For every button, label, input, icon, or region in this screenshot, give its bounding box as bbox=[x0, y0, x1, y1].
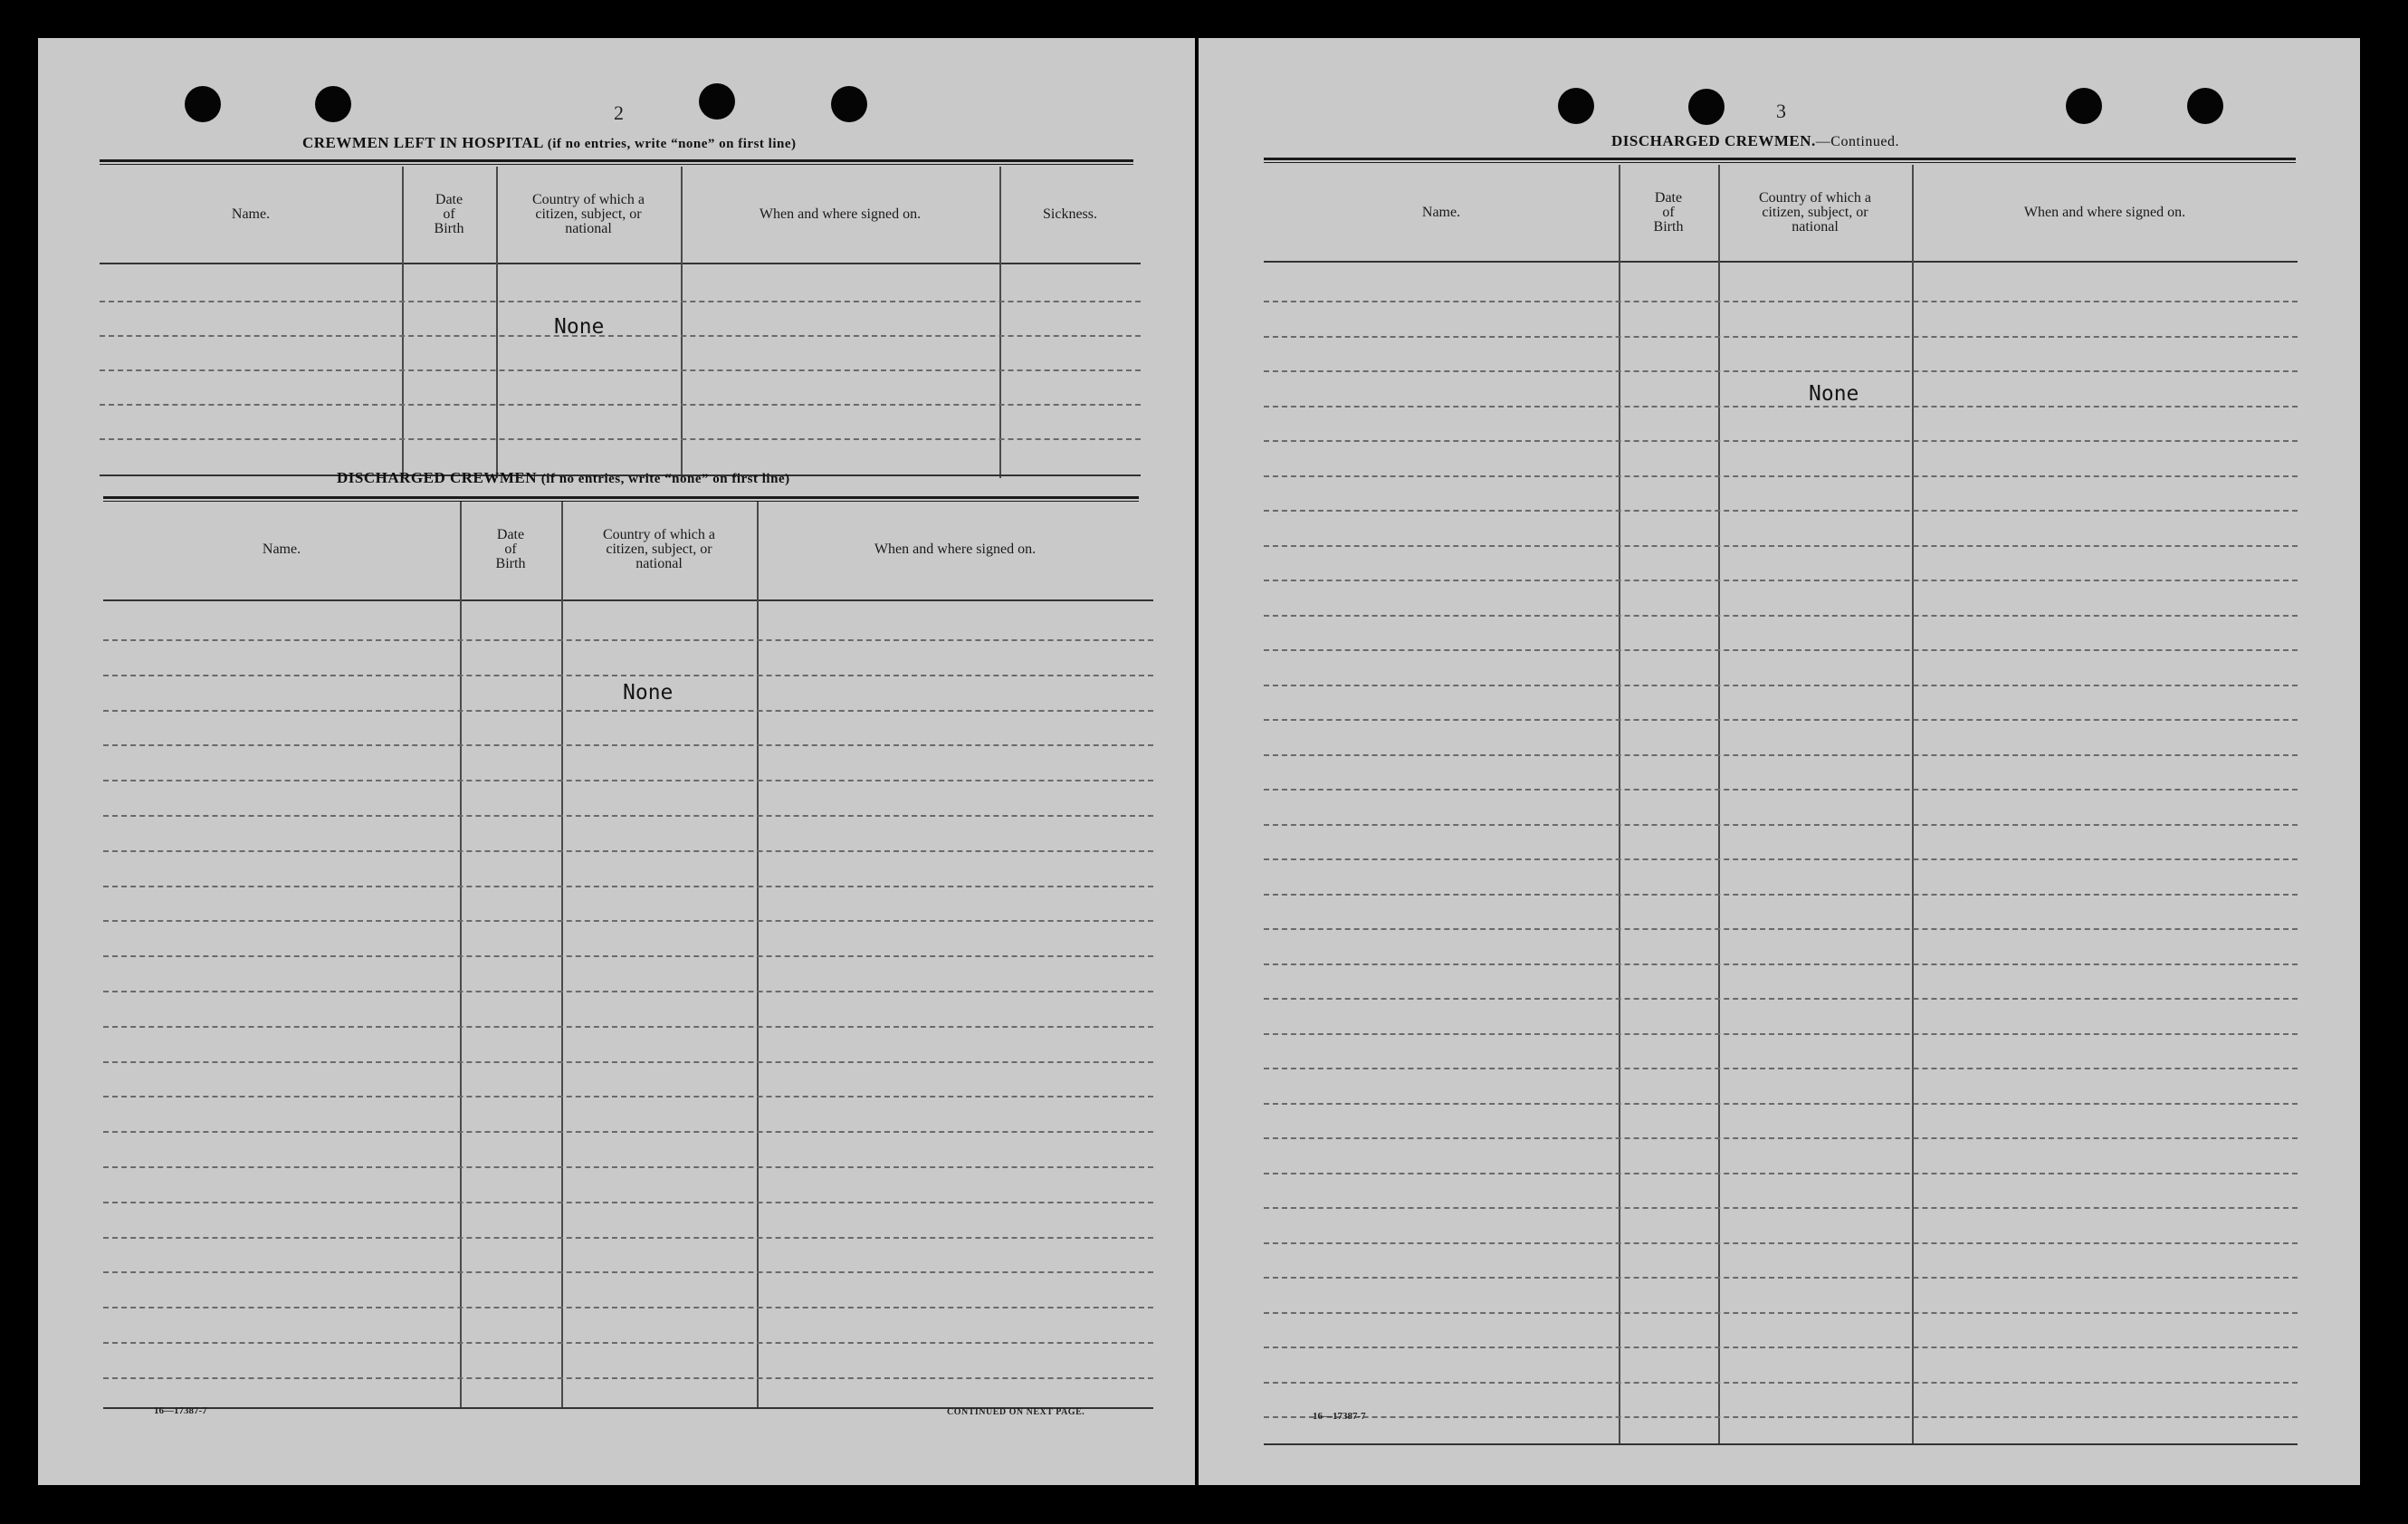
col-header-sickness: Sickness. bbox=[1043, 206, 1097, 222]
punch-hole-icon bbox=[1558, 88, 1594, 124]
column-divider bbox=[1912, 165, 1914, 1445]
col-header-name: Name. bbox=[231, 206, 271, 222]
punch-hole-icon bbox=[315, 86, 351, 122]
entry-line bbox=[1264, 1033, 2298, 1035]
column-divider bbox=[681, 167, 683, 478]
col-header-name: Name. bbox=[1421, 205, 1461, 220]
header-underline bbox=[103, 599, 1153, 601]
entry-line bbox=[1264, 649, 2298, 651]
entry-line bbox=[1264, 1173, 2298, 1174]
entry-line bbox=[103, 1271, 1153, 1273]
hospital-table bbox=[100, 167, 1141, 478]
col-header-date-of-birth: Date of Birth bbox=[1653, 190, 1684, 235]
entry-line bbox=[103, 744, 1153, 746]
hospital-section-title bbox=[302, 134, 797, 152]
column-divider bbox=[999, 167, 1001, 478]
entry-line bbox=[103, 955, 1153, 957]
right-page bbox=[1199, 38, 2360, 1485]
entry-line bbox=[100, 404, 1141, 406]
col-header-signed-on: When and where signed on. bbox=[759, 206, 922, 222]
punch-hole-icon bbox=[831, 86, 867, 122]
entry-line bbox=[1264, 545, 2298, 547]
entry-line bbox=[103, 780, 1153, 781]
entry-line bbox=[103, 1237, 1153, 1239]
entry-line bbox=[1264, 928, 2298, 930]
left-page bbox=[38, 38, 1195, 1485]
entry-line bbox=[103, 1377, 1153, 1379]
entry-line bbox=[1264, 963, 2298, 965]
hospital-title-note: (if no entries, write “none” on first line) bbox=[547, 137, 797, 151]
form-number: 16—17387-7 bbox=[1313, 1411, 1366, 1422]
entry-line bbox=[103, 850, 1153, 852]
entry-line bbox=[103, 639, 1153, 641]
punch-hole-icon bbox=[1688, 89, 1725, 125]
entry-line bbox=[103, 1061, 1153, 1063]
entry-line bbox=[103, 991, 1153, 992]
punch-hole-icon bbox=[699, 83, 735, 120]
hospital-entry-value: None bbox=[554, 315, 605, 339]
hospital-top-rule bbox=[100, 159, 1133, 165]
entry-line bbox=[1264, 685, 2298, 686]
entry-line bbox=[1264, 301, 2298, 302]
hospital-title-text: CREWMEN LEFT IN HOSPITAL bbox=[302, 134, 543, 151]
page-number: 3 bbox=[1776, 100, 1786, 122]
header-underline bbox=[1264, 261, 2298, 263]
column-divider bbox=[496, 167, 498, 478]
discharged-table bbox=[103, 502, 1153, 1409]
entry-line bbox=[1264, 1277, 2298, 1279]
entry-line bbox=[1264, 1137, 2298, 1139]
entry-line bbox=[1264, 1347, 2298, 1348]
col-header-country: Country of which a citizen, subject, or national bbox=[1759, 190, 1871, 235]
discharged-continued-title bbox=[1611, 132, 1899, 150]
entry-line bbox=[103, 710, 1153, 712]
entry-line bbox=[1264, 370, 2298, 372]
discharged-entry-value: None bbox=[623, 681, 674, 704]
entry-line bbox=[103, 1342, 1153, 1344]
entry-line bbox=[1264, 1416, 2298, 1418]
col-header-country: Country of which a citizen, subject, or national bbox=[532, 192, 645, 236]
entry-line bbox=[1264, 510, 2298, 512]
entry-line bbox=[103, 1026, 1153, 1028]
col-header-name: Name. bbox=[262, 542, 301, 557]
discharged-continued-table bbox=[1264, 165, 2298, 1445]
entry-line bbox=[103, 886, 1153, 887]
col-header-country: Country of which a citizen, subject, or national bbox=[603, 527, 715, 571]
entry-line bbox=[100, 301, 1141, 302]
discharged-continued-entry-value: None bbox=[1809, 382, 1859, 406]
entry-line bbox=[1264, 440, 2298, 442]
discharged-continued-top-rule bbox=[1264, 158, 2296, 163]
entry-line bbox=[1264, 580, 2298, 581]
entry-line bbox=[103, 1202, 1153, 1203]
entry-line bbox=[1264, 719, 2298, 721]
entry-line bbox=[103, 1166, 1153, 1168]
entry-line bbox=[100, 438, 1141, 440]
entry-line bbox=[1264, 754, 2298, 756]
entry-line bbox=[1264, 824, 2298, 826]
discharged-title-note: (if no entries, write “none” on first line) bbox=[540, 472, 790, 486]
entry-line bbox=[1264, 998, 2298, 1000]
table-bottom-line bbox=[1264, 1443, 2298, 1445]
column-divider bbox=[1619, 165, 1620, 1445]
punch-hole-icon bbox=[185, 86, 221, 122]
discharged-title-text: DISCHARGED CREWMEN bbox=[337, 469, 538, 486]
entry-line bbox=[1264, 1242, 2298, 1244]
entry-line bbox=[1264, 406, 2298, 407]
entry-line bbox=[1264, 858, 2298, 860]
entry-line bbox=[100, 369, 1141, 371]
entry-line bbox=[1264, 1207, 2298, 1209]
entry-line bbox=[1264, 789, 2298, 791]
entry-line bbox=[1264, 1068, 2298, 1069]
entry-line bbox=[1264, 894, 2298, 896]
discharged-continued-text: DISCHARGED CREWMEN. bbox=[1611, 132, 1816, 149]
entry-line bbox=[103, 815, 1153, 817]
punch-hole-icon bbox=[2066, 88, 2102, 124]
entry-line bbox=[103, 1096, 1153, 1097]
col-header-signed-on: When and where signed on. bbox=[874, 542, 1037, 557]
discharged-section-title bbox=[337, 469, 790, 487]
entry-line bbox=[1264, 615, 2298, 617]
continued-label: —Continued. bbox=[1815, 134, 1899, 149]
col-header-date-of-birth: Date of Birth bbox=[434, 192, 464, 236]
punch-hole-icon bbox=[2187, 88, 2223, 124]
entry-line bbox=[103, 1131, 1153, 1133]
column-divider bbox=[402, 167, 404, 478]
entry-line bbox=[1264, 475, 2298, 477]
form-number: 16—17387-7 bbox=[154, 1405, 207, 1416]
entry-line bbox=[100, 335, 1141, 337]
column-divider bbox=[1718, 165, 1720, 1445]
entry-line bbox=[1264, 1312, 2298, 1314]
entry-line bbox=[103, 675, 1153, 676]
entry-line bbox=[1264, 1382, 2298, 1384]
entry-line bbox=[103, 920, 1153, 922]
entry-line bbox=[1264, 336, 2298, 338]
header-underline bbox=[100, 263, 1141, 264]
col-header-date-of-birth: Date of Birth bbox=[495, 527, 526, 571]
continued-on-next-page: CONTINUED ON NEXT PAGE. bbox=[947, 1407, 1085, 1417]
col-header-signed-on: When and where signed on. bbox=[2023, 205, 2186, 220]
entry-line bbox=[1264, 1103, 2298, 1105]
page-number: 2 bbox=[614, 101, 624, 124]
entry-line bbox=[103, 1307, 1153, 1308]
